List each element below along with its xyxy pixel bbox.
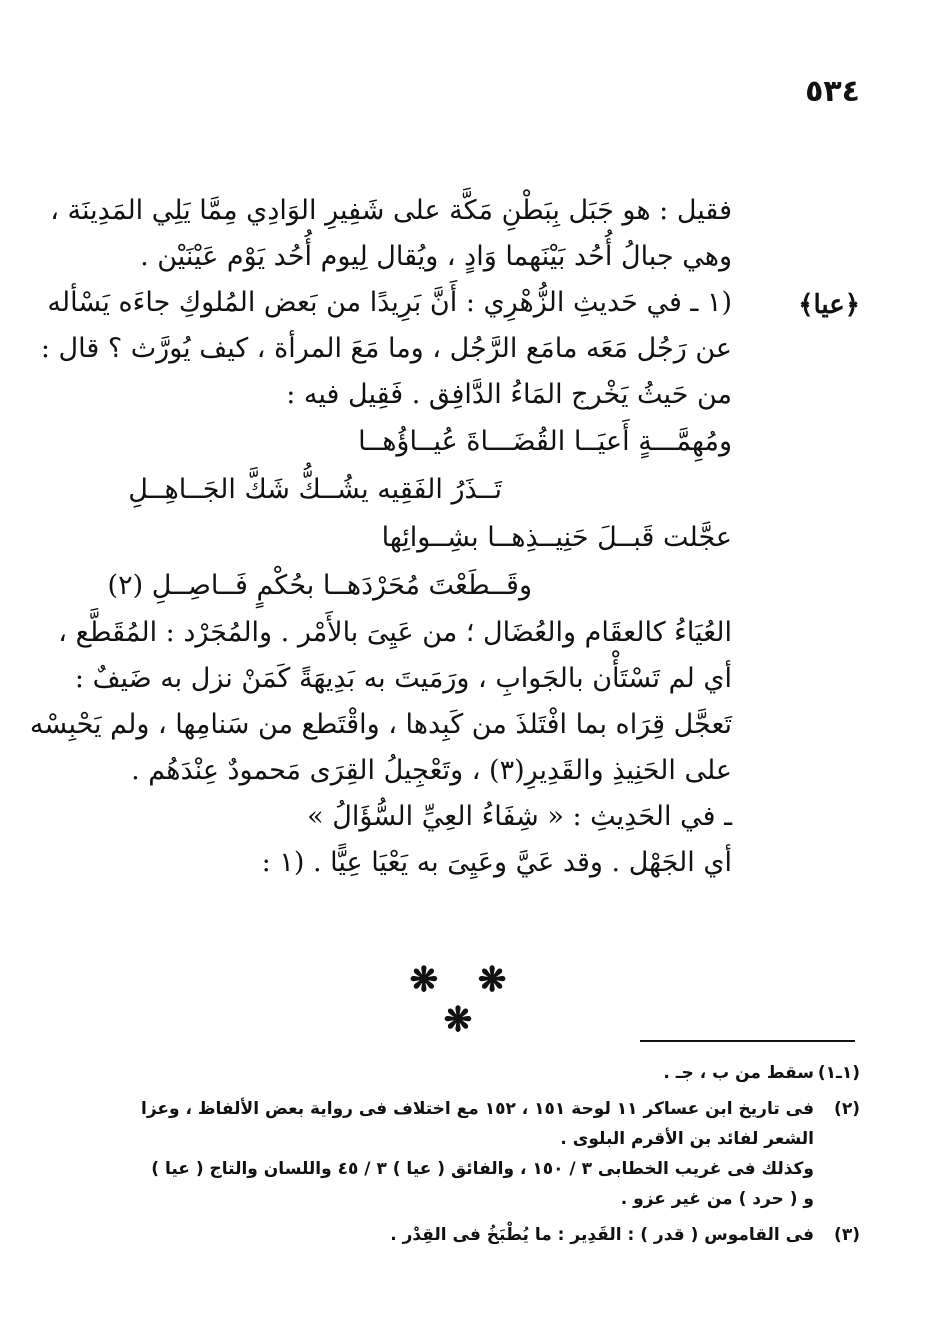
footnote-item [90, 1058, 860, 1088]
text-line: من حَيثُ يَخْرج المَاءُ الدَّافِق . فَقِيل فيه : [286, 379, 732, 410]
poem-line: ومُهِمَّـــةٍ أَعيَــا القُضَـــاةَ عُيــاؤُهــا [358, 426, 732, 457]
text-line: العُيَاءُ كالعقَام والعُضَال ؛ من عَيِىَ بالأَمْر . والمُجَرْد : المُقَطَّع ، [58, 617, 732, 648]
text-line: أي الجَهْل . وقد عَيَّ وعَيِىَ به يَعْيَا عِيًّا . (١ : [261, 847, 732, 878]
text-line: على الحَنِيذِ والقَدِيرِ(٣) ، وتَعْجِيلُ القِرَى مَحمودٌ عِنْدَهُم . [131, 755, 732, 786]
page-number: ٥٣٤ [805, 74, 860, 109]
footnote-number: (١ـ١) [817, 1063, 860, 1083]
footnote-line: و ( حرد ) من غير عزو . [620, 1189, 814, 1209]
text-line: أي لم تَسْتَأْن بالجَوابِ ، ورَمَيتَ به بَدِيهَةً كَمَنْ نزل به ضَيفٌ : [74, 663, 732, 694]
footnote-item [90, 1220, 860, 1250]
footnote-number: (٣) [834, 1225, 860, 1245]
poem [72, 418, 732, 610]
footnote-line: فى تاريخ ابن عساكر ١١ لوحة ١٥١ ، ١٥٢ مع اختلاف فى رواية بعض الألفاظ ، وعزا [141, 1099, 814, 1119]
footnote-divider [640, 1040, 855, 1042]
section-separator: ❋ ❋ ❋ [409, 960, 521, 1040]
text-line: فقيل : هو جَبَل بِبَطْنِ مَكَّة على شَفِيرِ الوَادِي مِمَّا يَلِي المَدِينَة ، [50, 195, 732, 226]
poem-line: وقَــطَعْتَ مُحَرْدَهــا بحُكْمٍ فَــاصِــلِ (٢) [107, 570, 532, 601]
footnote-line: فى القاموس ( قدر ) : القَدِير : ما يُطْبَخُ فى القِدْر . [390, 1225, 814, 1245]
prose-intro [40, 188, 732, 418]
footnote-line: الشعر لفائد بن الأقرم البلوى . [560, 1129, 814, 1149]
text-line: عن رَجُل مَعَه مامَع الرَّجُل ، وما مَعَ المرأة ، كيف يُورَّث ؟ قال : [40, 333, 732, 364]
text-line: تَعجَّل قِرَاه بما افْتَلذَ من كَبِدها ، واقْتَطع من سَنامِها ، ولم يَحْبِسْه [29, 709, 732, 740]
poem-line: عجَّلت قَبــلَ حَنِيــذِهــا بشِــوائِها [381, 522, 732, 553]
poem-line: تَــذَرُ الفَقِيه يشُــكُّ شَكَّ الجَــاهِــلِ [128, 474, 502, 505]
entry-heading-marker: ﴿عيا﴾ [798, 290, 860, 320]
footnote-item [90, 1094, 860, 1214]
footnotes [90, 1058, 860, 1256]
text-line: (١ ـ في حَديثِ الزُّهْرِي : أَنَّ بَرِيدًا من بَعض المُلوكِ جاءَه يَسْأله [47, 287, 732, 318]
text-line: وهي جبالُ أُحُد بَيْنَهما وَادٍ ، ويُقال لِيوم أُحُد يَوْم عَيْنَيْن . [140, 241, 732, 272]
footnote-line: وكذلك فى غريب الخطابى ٣ / ١٥٠ ، والفائق ( عيا ) ٣ / ٤٥ واللسان والتاج ( عيا ) [151, 1159, 814, 1179]
main-text [29, 188, 732, 886]
footnote-line: سقط من ب ، جـ . [663, 1063, 814, 1083]
text-line: ـ في الحَدِيثِ : « شِفَاءُ العِيِّ السُّؤَالُ » [307, 801, 732, 832]
footnote-number: (٢) [834, 1099, 860, 1119]
prose-explanation [29, 610, 732, 886]
